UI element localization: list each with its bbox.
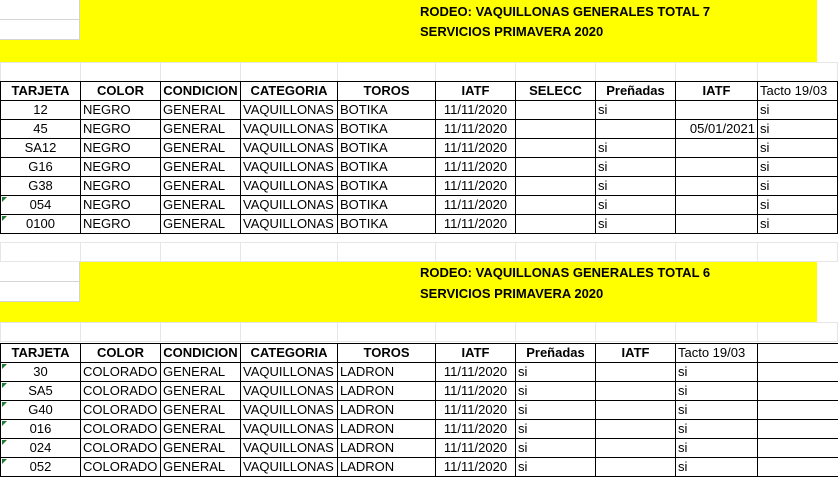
block2-white-cell-2 — [0, 282, 80, 302]
col-header-color[interactable]: COLOR — [81, 82, 161, 101]
cell-col7[interactable] — [516, 196, 596, 215]
table-row — [1, 139, 838, 158]
cell-col7[interactable] — [516, 215, 596, 234]
col-header-color[interactable]: COLOR — [81, 344, 161, 363]
col-header-empty[interactable] — [758, 344, 838, 363]
cell-col7[interactable] — [516, 158, 596, 177]
cell-condicion[interactable]: GENERAL — [161, 458, 241, 477]
col-header-tacto[interactable]: Tacto 19/03 — [758, 82, 838, 101]
col-header-tarjeta[interactable]: TARJETA — [1, 82, 81, 101]
cell-col10[interactable]: si — [758, 101, 838, 120]
col-header-categoria[interactable]: CATEGORIA — [241, 82, 338, 101]
cell-col7[interactable]: si — [516, 382, 596, 401]
cell-color[interactable]: COLORADO — [81, 420, 161, 439]
cell-iatf[interactable]: 11/11/2020 — [436, 139, 516, 158]
cell-color[interactable]: COLORADO — [81, 363, 161, 382]
error-indicator-icon — [2, 421, 7, 426]
cell-toros[interactable]: LADRON — [338, 458, 436, 477]
cell-categoria[interactable]: VAQUILLONAS — [241, 363, 338, 382]
cell-col9[interactable] — [676, 215, 758, 234]
cell-condicion[interactable]: GENERAL — [161, 139, 241, 158]
cell-color[interactable]: NEGRO — [81, 158, 161, 177]
cell-categoria[interactable]: VAQUILLONAS — [241, 196, 338, 215]
table-row — [1, 120, 838, 139]
cell-col9[interactable]: si — [676, 363, 758, 382]
cell-categoria[interactable]: VAQUILLONAS — [241, 139, 338, 158]
cell-iatf[interactable]: 11/11/2020 — [436, 215, 516, 234]
cell-categoria[interactable]: VAQUILLONAS — [241, 382, 338, 401]
cell-col8[interactable] — [596, 120, 676, 139]
cell-col9[interactable] — [676, 139, 758, 158]
cell-col8[interactable]: si — [596, 215, 676, 234]
col-header-selecc[interactable]: SELECC — [516, 82, 596, 101]
cell-iatf[interactable]: 11/11/2020 — [436, 382, 516, 401]
cell-col8[interactable]: si — [596, 139, 676, 158]
cell-col9[interactable] — [676, 177, 758, 196]
error-indicator-icon — [2, 364, 7, 369]
col-header-iatf[interactable]: IATF — [436, 82, 516, 101]
cell-condicion[interactable]: GENERAL — [161, 158, 241, 177]
cell-col9[interactable] — [676, 196, 758, 215]
cell-categoria[interactable]: VAQUILLONAS — [241, 401, 338, 420]
cell-color[interactable]: NEGRO — [81, 120, 161, 139]
cell-color[interactable]: NEGRO — [81, 139, 161, 158]
cell-tarjeta[interactable]: 12 — [1, 101, 81, 120]
cell-col7[interactable] — [516, 101, 596, 120]
cell-col7[interactable] — [516, 177, 596, 196]
table-row — [1, 420, 838, 439]
cell-toros[interactable]: LADRON — [338, 401, 436, 420]
cell-col8[interactable]: si — [596, 196, 676, 215]
cell-color[interactable]: NEGRO — [81, 177, 161, 196]
cell-col10[interactable]: si — [758, 196, 838, 215]
cell-col10[interactable]: si — [758, 120, 838, 139]
cell-col9[interactable]: si — [676, 458, 758, 477]
table-row — [1, 382, 838, 401]
block2-table — [0, 343, 838, 477]
cell-tarjeta[interactable]: 024 — [1, 439, 81, 458]
cell-col7[interactable]: si — [516, 420, 596, 439]
col-header-condicion[interactable]: CONDICION — [161, 344, 241, 363]
error-indicator-icon — [2, 216, 7, 221]
table-row — [1, 401, 838, 420]
cell-iatf[interactable]: 11/11/2020 — [436, 439, 516, 458]
cell-toros[interactable]: BOTIKA — [338, 158, 436, 177]
cell-col8[interactable]: si — [596, 158, 676, 177]
cell-categoria[interactable]: VAQUILLONAS — [241, 158, 338, 177]
table-row — [1, 458, 838, 477]
cell-tarjeta[interactable]: SA12 — [1, 139, 81, 158]
col-header-iatf-2[interactable]: IATF — [676, 82, 758, 101]
cell-color[interactable]: NEGRO — [81, 215, 161, 234]
cell-categoria[interactable]: VAQUILLONAS — [241, 439, 338, 458]
block1-header-row — [1, 82, 838, 101]
cell-col10[interactable]: si — [758, 139, 838, 158]
block1-white-cell-2 — [0, 20, 80, 40]
error-indicator-icon — [2, 383, 7, 388]
cell-color[interactable]: COLORADO — [81, 458, 161, 477]
cell-col9[interactable]: si — [676, 382, 758, 401]
cell-tarjeta[interactable]: 054 — [1, 196, 81, 215]
cell-col9[interactable]: si — [676, 439, 758, 458]
cell-col10[interactable] — [758, 401, 838, 420]
cell-toros[interactable]: BOTIKA — [338, 196, 436, 215]
block1-title-line2: SERVICIOS PRIMAVERA 2020 — [420, 24, 604, 39]
cell-toros[interactable]: BOTIKA — [338, 120, 436, 139]
col-header-tacto[interactable]: Tacto 19/03 — [676, 344, 758, 363]
cell-toros[interactable]: BOTIKA — [338, 101, 436, 120]
cell-color[interactable]: NEGRO — [81, 196, 161, 215]
cell-col8[interactable] — [596, 363, 676, 382]
cell-col7[interactable]: si — [516, 458, 596, 477]
cell-toros[interactable]: BOTIKA — [338, 215, 436, 234]
block2-header-row — [1, 344, 838, 363]
block2-spacer-grid-2 — [0, 322, 838, 342]
col-header-prenadas[interactable]: Preñadas — [596, 82, 676, 101]
col-header-prenadas[interactable]: Preñadas — [516, 344, 596, 363]
cell-tarjeta[interactable]: G16 — [1, 158, 81, 177]
col-header-toros[interactable]: TOROS — [338, 344, 436, 363]
cell-condicion[interactable]: GENERAL — [161, 439, 241, 458]
cell-categoria[interactable]: VAQUILLONAS — [241, 177, 338, 196]
error-indicator-icon — [2, 459, 7, 464]
cell-col10[interactable] — [758, 382, 838, 401]
cell-toros[interactable]: LADRON — [338, 420, 436, 439]
cell-toros[interactable]: BOTIKA — [338, 139, 436, 158]
cell-tarjeta[interactable]: 45 — [1, 120, 81, 139]
cell-toros[interactable]: LADRON — [338, 363, 436, 382]
cell-col9[interactable] — [676, 101, 758, 120]
cell-categoria[interactable]: VAQUILLONAS — [241, 458, 338, 477]
cell-iatf[interactable]: 11/11/2020 — [436, 101, 516, 120]
col-header-toros[interactable]: TOROS — [338, 82, 436, 101]
table-row — [1, 101, 838, 120]
cell-col9[interactable] — [676, 158, 758, 177]
col-header-categoria[interactable]: CATEGORIA — [241, 344, 338, 363]
table-row — [1, 177, 838, 196]
table-row — [1, 215, 838, 234]
cell-condicion[interactable]: GENERAL — [161, 420, 241, 439]
cell-iatf[interactable]: 11/11/2020 — [436, 177, 516, 196]
cell-col8[interactable]: si — [596, 177, 676, 196]
cell-col10[interactable]: si — [758, 215, 838, 234]
cell-col10[interactable] — [758, 439, 838, 458]
table-row — [1, 439, 838, 458]
cell-condicion[interactable]: GENERAL — [161, 177, 241, 196]
col-header-iatf-2[interactable]: IATF — [596, 344, 676, 363]
cell-condicion[interactable]: GENERAL — [161, 382, 241, 401]
cell-iatf[interactable]: 11/11/2020 — [436, 458, 516, 477]
col-header-tarjeta[interactable]: TARJETA — [1, 344, 81, 363]
col-header-iatf[interactable]: IATF — [436, 344, 516, 363]
cell-tarjeta[interactable]: 016 — [1, 420, 81, 439]
cell-categoria[interactable]: VAQUILLONAS — [241, 215, 338, 234]
block1-white-cell-1 — [0, 0, 80, 20]
block2-white-cell-1 — [0, 262, 80, 282]
block1-title-line1: RODEO: VAQUILLONAS GENERALES TOTAL 7 — [420, 4, 711, 19]
cell-col10[interactable]: si — [758, 177, 838, 196]
cell-iatf[interactable]: 11/11/2020 — [436, 120, 516, 139]
error-indicator-icon — [2, 440, 7, 445]
table-row — [1, 158, 838, 177]
cell-toros[interactable]: LADRON — [338, 382, 436, 401]
col-header-condicion[interactable]: CONDICION — [161, 82, 241, 101]
cell-toros[interactable]: BOTIKA — [338, 177, 436, 196]
cell-col10[interactable] — [758, 458, 838, 477]
table-row — [1, 196, 838, 215]
cell-col10[interactable] — [758, 363, 838, 382]
cell-tarjeta[interactable]: 052 — [1, 458, 81, 477]
cell-categoria[interactable]: VAQUILLONAS — [241, 420, 338, 439]
cell-col7[interactable]: si — [516, 439, 596, 458]
cell-color[interactable]: COLORADO — [81, 439, 161, 458]
cell-col9[interactable]: si — [676, 401, 758, 420]
table-row — [1, 363, 838, 382]
cell-condicion[interactable]: GENERAL — [161, 120, 241, 139]
cell-col8[interactable] — [596, 439, 676, 458]
cell-iatf[interactable]: 11/11/2020 — [436, 196, 516, 215]
cell-tarjeta[interactable]: G40 — [1, 401, 81, 420]
cell-col7[interactable]: si — [516, 363, 596, 382]
cell-condicion[interactable]: GENERAL — [161, 196, 241, 215]
cell-color[interactable]: NEGRO — [81, 101, 161, 120]
cell-condicion[interactable]: GENERAL — [161, 401, 241, 420]
cell-categoria[interactable]: VAQUILLONAS — [241, 120, 338, 139]
cell-condicion[interactable]: GENERAL — [161, 215, 241, 234]
cell-col10[interactable] — [758, 420, 838, 439]
cell-condicion[interactable]: GENERAL — [161, 363, 241, 382]
error-indicator-icon — [2, 402, 7, 407]
cell-col9[interactable]: 05/01/2021 — [676, 120, 758, 139]
cell-tarjeta[interactable]: SA5 — [1, 382, 81, 401]
cell-categoria[interactable]: VAQUILLONAS — [241, 101, 338, 120]
cell-col8[interactable]: si — [596, 101, 676, 120]
cell-tarjeta[interactable]: G38 — [1, 177, 81, 196]
cell-tarjeta[interactable]: 30 — [1, 363, 81, 382]
block1-table — [0, 81, 838, 234]
block2-title-line1: RODEO: VAQUILLONAS GENERALES TOTAL 6 — [420, 265, 711, 280]
cell-toros[interactable]: LADRON — [338, 439, 436, 458]
cell-col7[interactable] — [516, 139, 596, 158]
cell-col10[interactable]: si — [758, 158, 838, 177]
cell-iatf[interactable]: 11/11/2020 — [436, 420, 516, 439]
block2-title-line2: SERVICIOS PRIMAVERA 2020 — [420, 286, 604, 301]
cell-tarjeta[interactable]: 0100 — [1, 215, 81, 234]
cell-condicion[interactable]: GENERAL — [161, 101, 241, 120]
error-indicator-icon — [2, 197, 7, 202]
cell-col7[interactable]: si — [516, 401, 596, 420]
cell-col8[interactable] — [596, 420, 676, 439]
cell-col8[interactable] — [596, 458, 676, 477]
cell-iatf[interactable]: 11/11/2020 — [436, 158, 516, 177]
cell-color[interactable]: COLORADO — [81, 401, 161, 420]
cell-iatf[interactable]: 11/11/2020 — [436, 401, 516, 420]
cell-col8[interactable] — [596, 401, 676, 420]
cell-iatf[interactable]: 11/11/2020 — [436, 363, 516, 382]
block2-spacer-grid — [0, 242, 838, 262]
cell-col8[interactable] — [596, 382, 676, 401]
cell-col7[interactable] — [516, 120, 596, 139]
cell-color[interactable]: COLORADO — [81, 382, 161, 401]
block1-spacer-grid — [0, 62, 838, 82]
cell-col9[interactable]: si — [676, 420, 758, 439]
